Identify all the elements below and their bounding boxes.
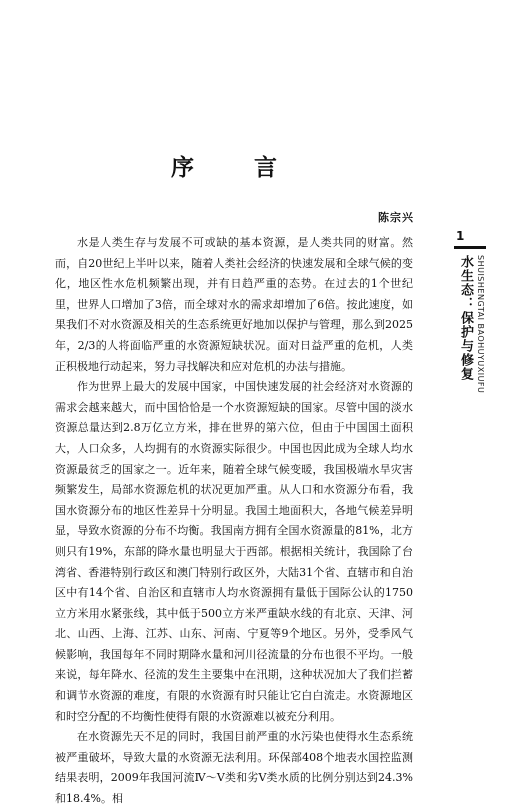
side-divider: [454, 246, 486, 249]
page-title: 序 言: [170, 154, 303, 181]
side-running-header: [454, 229, 512, 479]
paragraph: 水是人类生存与发展不可或缺的基本资源，是人类共同的财富。然而，自20世纪上半叶以来，随着人类社会经济的快速发展和全球气候的变化，地区性水危机频繁出现，并有日趋严重的态势。在过去的1个世纪里，世界人口增加了3倍，而全球对水的需求却增加了6倍。按此速度，如果我们不对水资源及相关的生态系统更好地加以保护与管理，那么到2025年，2/3的人将面临严重的水资源短缺状况。面对日益严重的危机，人类正积极地行动起来，努力寻找解决和应对危机的办法与措施。: [55, 236, 413, 373]
author-name: 陈宗兴: [378, 211, 414, 224]
body-text: [55, 233, 413, 810]
paragraph: 作为世界上最大的发展中国家，中国快速发展的社会经济对水资源的需求会越来越大，而中国恰恰是一个水资源短缺的国家。尽管中国的淡水资源总量达到2.8万亿立方米，排在世界的第六位，但由于中国国土面积大，人口众多，人均拥有的水资源实际很少。中国也因此成为全球人均水资源最贫乏的国家之一。近年来，随着全球气候变暖，我国极端水旱灾害频繁发生，局部水资源危机的状况更加严重。从人口和水资源分布看，我国水资源分布的地区性差异十分明显。我国土地面积大，各地气候差异明显，导致水资源的分布不均衡。我国南方拥有全国水资源量的81%，北方则只有19%，东部的降水量也明显大于西部。根据相关统计，我国除了台湾省、香港特别行政区和澳门特别行政区外，大陆31个省、直辖市和自治区中有14个省、自治区和直辖市人均水资源拥有量低于国际公认的1750立方米用水紧张线，其中低于500立方米严重缺水线的有北京、天津、河北、山西、上海、江苏、山东、河南、宁夏等9个地区。另外，受季风气候影响，我国每年不同时期降水量和河川径流量的分布也很不平均。一般来说，每年降水、径流的发生主要集中在汛期，这种状况加大了我们拦蓄和调节水资源的难度，有限的水资源有时只能让它白白流走。水资源地区和时空分配的不均衡性使得有限的水资源难以被充分利用。: [55, 380, 413, 723]
book-title-pinyin: SHUISHENGTAI BAOHUYUXIUFU: [476, 255, 485, 394]
paragraph: 在水资源先天不足的同时，我国目前严重的水污染也使得水生态系统被严重破坏，导致大量的水资源无法利用。环保部408个地表水国控监测结果表明，2009年我国河流Ⅳ～Ⅴ类和劣Ⅴ类水质的比例分别达到24.3%和18.4%。相: [55, 730, 413, 806]
book-title-vertical: 水生态：保护与修复: [458, 255, 473, 381]
page-number: 1: [456, 229, 465, 243]
